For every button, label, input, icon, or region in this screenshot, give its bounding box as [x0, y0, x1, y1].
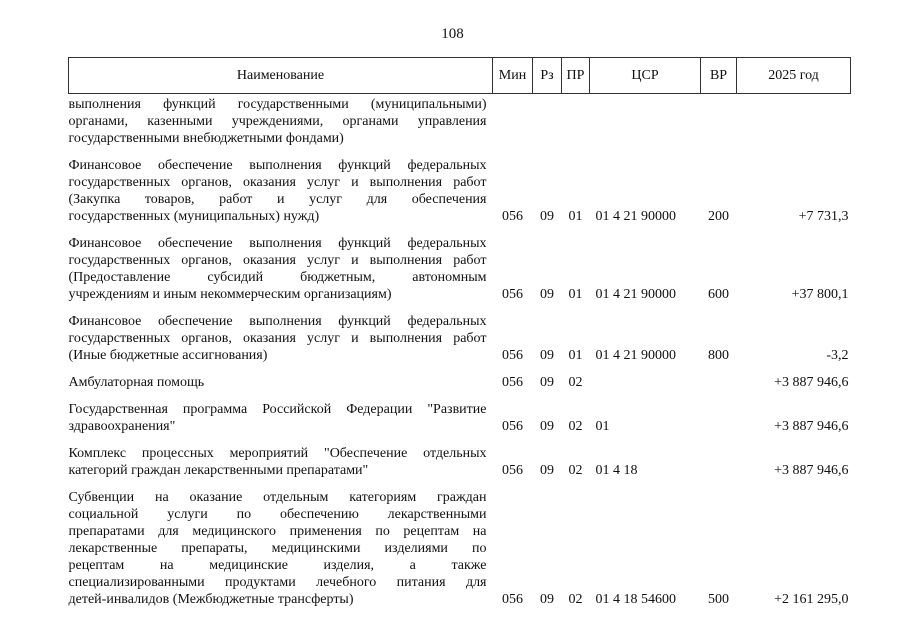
- table-row: [69, 364, 851, 391]
- name-line: Государственная программа Российской Федерации "Развитие: [68, 402, 487, 417]
- name-line: Финансовое обеспечение выполнения функций федеральных: [68, 158, 487, 173]
- cell-pr: 02: [568, 419, 583, 434]
- cell-pr: 02: [568, 592, 583, 607]
- cell-name: [69, 303, 493, 364]
- cell-rz: 09: [540, 375, 554, 390]
- name-line: социальной услуги по обеспечению лекарственными: [68, 507, 487, 522]
- cell-pr: [562, 94, 590, 148]
- cell-amount: -3,2: [826, 348, 849, 363]
- name-line: (Предоставление субсидий бюджетным, автономным: [68, 270, 487, 285]
- cell-vr: [701, 435, 737, 479]
- name-line: государственных органов, оказания услуг и выполнения работ: [68, 253, 487, 268]
- name-text: [69, 96, 487, 147]
- cell-name: [69, 435, 493, 479]
- cell-csr: 01 4 21 90000: [595, 348, 676, 363]
- cell-vr: 500: [708, 592, 729, 607]
- name-line: государственных органов, оказания услуг и выполнения работ: [68, 175, 487, 190]
- name-line: Комплекс процессных мероприятий "Обеспечение отдельных: [68, 446, 487, 461]
- header-rz: Рз: [533, 58, 562, 94]
- table-header: [69, 58, 851, 94]
- name-text: [69, 157, 487, 225]
- cell-amount: +2 161 295,0: [774, 592, 849, 607]
- name-text: [69, 313, 487, 364]
- name-line: выполнения функций государственными (муниципальными): [68, 97, 487, 112]
- header-min: Мин: [493, 58, 533, 94]
- cell-name: [69, 225, 493, 303]
- name-line: (Иные бюджетные ассигнования): [68, 348, 268, 363]
- cell-pr: 02: [568, 375, 583, 390]
- name-text: [69, 445, 487, 479]
- cell-name: [69, 391, 493, 435]
- name-line: Финансовое обеспечение выполнения функций федеральных: [68, 236, 487, 251]
- cell-amount: +7 731,3: [798, 209, 849, 224]
- table-row: [69, 225, 851, 303]
- cell-name: [69, 364, 493, 391]
- cell-csr: 01 4 21 90000: [595, 209, 676, 224]
- header-row: [69, 58, 851, 94]
- cell-csr: 01 4 18 54600: [595, 592, 676, 607]
- table-row: [69, 391, 851, 435]
- name-line: препаратами для медицинского применения по рецептам на: [68, 524, 487, 539]
- cell-min: 056: [502, 463, 523, 478]
- cell-pr: 01: [568, 209, 583, 224]
- page-number: 108: [441, 26, 464, 42]
- name-line: государственными внебюджетными фондами): [68, 131, 344, 146]
- name-line: Субвенции на оказание отдельным категориям граждан: [68, 490, 487, 505]
- cell-name: [69, 147, 493, 225]
- table-row: [69, 303, 851, 364]
- table-body: [69, 94, 851, 609]
- name-line: категорий граждан лекарственными препаратами": [68, 463, 369, 478]
- cell-amount: +3 887 946,6: [774, 375, 849, 390]
- table-row: [69, 94, 851, 148]
- cell-rz: 09: [540, 463, 554, 478]
- budget-table: [68, 57, 851, 608]
- cell-amount: +3 887 946,6: [774, 419, 849, 434]
- cell-name: [69, 479, 493, 608]
- cell-name: [69, 94, 493, 148]
- name-line: рецептам на медицинские изделия, а также: [68, 558, 487, 573]
- name-line: органами, казенными учреждениями, органами управления: [68, 114, 487, 129]
- cell-pr: 02: [568, 463, 583, 478]
- name-line: государственных органов, оказания услуг и выполнения работ: [68, 331, 487, 346]
- cell-amount: +37 800,1: [791, 287, 849, 302]
- name-line: детей-инвалидов (Межбюджетные трансферты): [68, 592, 354, 607]
- cell-vr: [701, 364, 737, 391]
- cell-rz: 09: [540, 592, 554, 607]
- cell-vr: [701, 391, 737, 435]
- name-line: лекарственные препараты, медицинскими изделиями по: [68, 541, 487, 556]
- cell-min: 056: [502, 592, 523, 607]
- cell-csr: [590, 364, 701, 391]
- cell-min: 056: [502, 375, 523, 390]
- cell-csr: [590, 94, 701, 148]
- cell-amount: +3 887 946,6: [774, 463, 849, 478]
- header-year: 2025 год: [737, 58, 851, 94]
- cell-rz: 09: [540, 209, 554, 224]
- cell-csr: 01: [595, 419, 610, 434]
- table-row: [69, 435, 851, 479]
- name-text: [69, 235, 487, 303]
- header-name: Наименование: [69, 58, 493, 94]
- header-pr: ПР: [562, 58, 590, 94]
- name-text: [69, 374, 487, 391]
- name-line: государственных (муниципальных) нужд): [68, 209, 320, 224]
- cell-pr: 01: [568, 348, 583, 363]
- cell-min: 056: [502, 209, 523, 224]
- name-line: учреждениям и иным некоммерческим организациям): [68, 287, 392, 302]
- cell-vr: 600: [708, 287, 729, 302]
- header-csr: ЦСР: [590, 58, 701, 94]
- name-line: (Закупка товаров, работ и услуг для обеспечения: [68, 192, 487, 207]
- cell-csr: 01 4 18: [595, 463, 638, 478]
- table-row: [69, 479, 851, 608]
- name-line: Финансовое обеспечение выполнения функций федеральных: [68, 314, 487, 329]
- name-line: здравоохранения": [68, 419, 176, 434]
- cell-rz: 09: [540, 348, 554, 363]
- budget-table-container: [68, 57, 850, 608]
- name-line: специализированными продуктами лечебного питания для: [68, 575, 487, 590]
- cell-vr: 800: [708, 348, 729, 363]
- cell-amount: [737, 94, 851, 148]
- cell-vr: [701, 94, 737, 148]
- cell-rz: [533, 94, 562, 148]
- table-row: [69, 147, 851, 225]
- name-text: [69, 401, 487, 435]
- cell-min: 056: [502, 348, 523, 363]
- cell-rz: 09: [540, 419, 554, 434]
- cell-min: 056: [502, 287, 523, 302]
- cell-min: 056: [502, 419, 523, 434]
- cell-vr: 200: [708, 209, 729, 224]
- cell-csr: 01 4 21 90000: [595, 287, 676, 302]
- cell-pr: 01: [568, 287, 583, 302]
- cell-min: [493, 94, 533, 148]
- name-text: [69, 489, 487, 608]
- name-line: Амбулаторная помощь: [68, 375, 205, 390]
- cell-rz: 09: [540, 287, 554, 302]
- header-vr: ВР: [701, 58, 737, 94]
